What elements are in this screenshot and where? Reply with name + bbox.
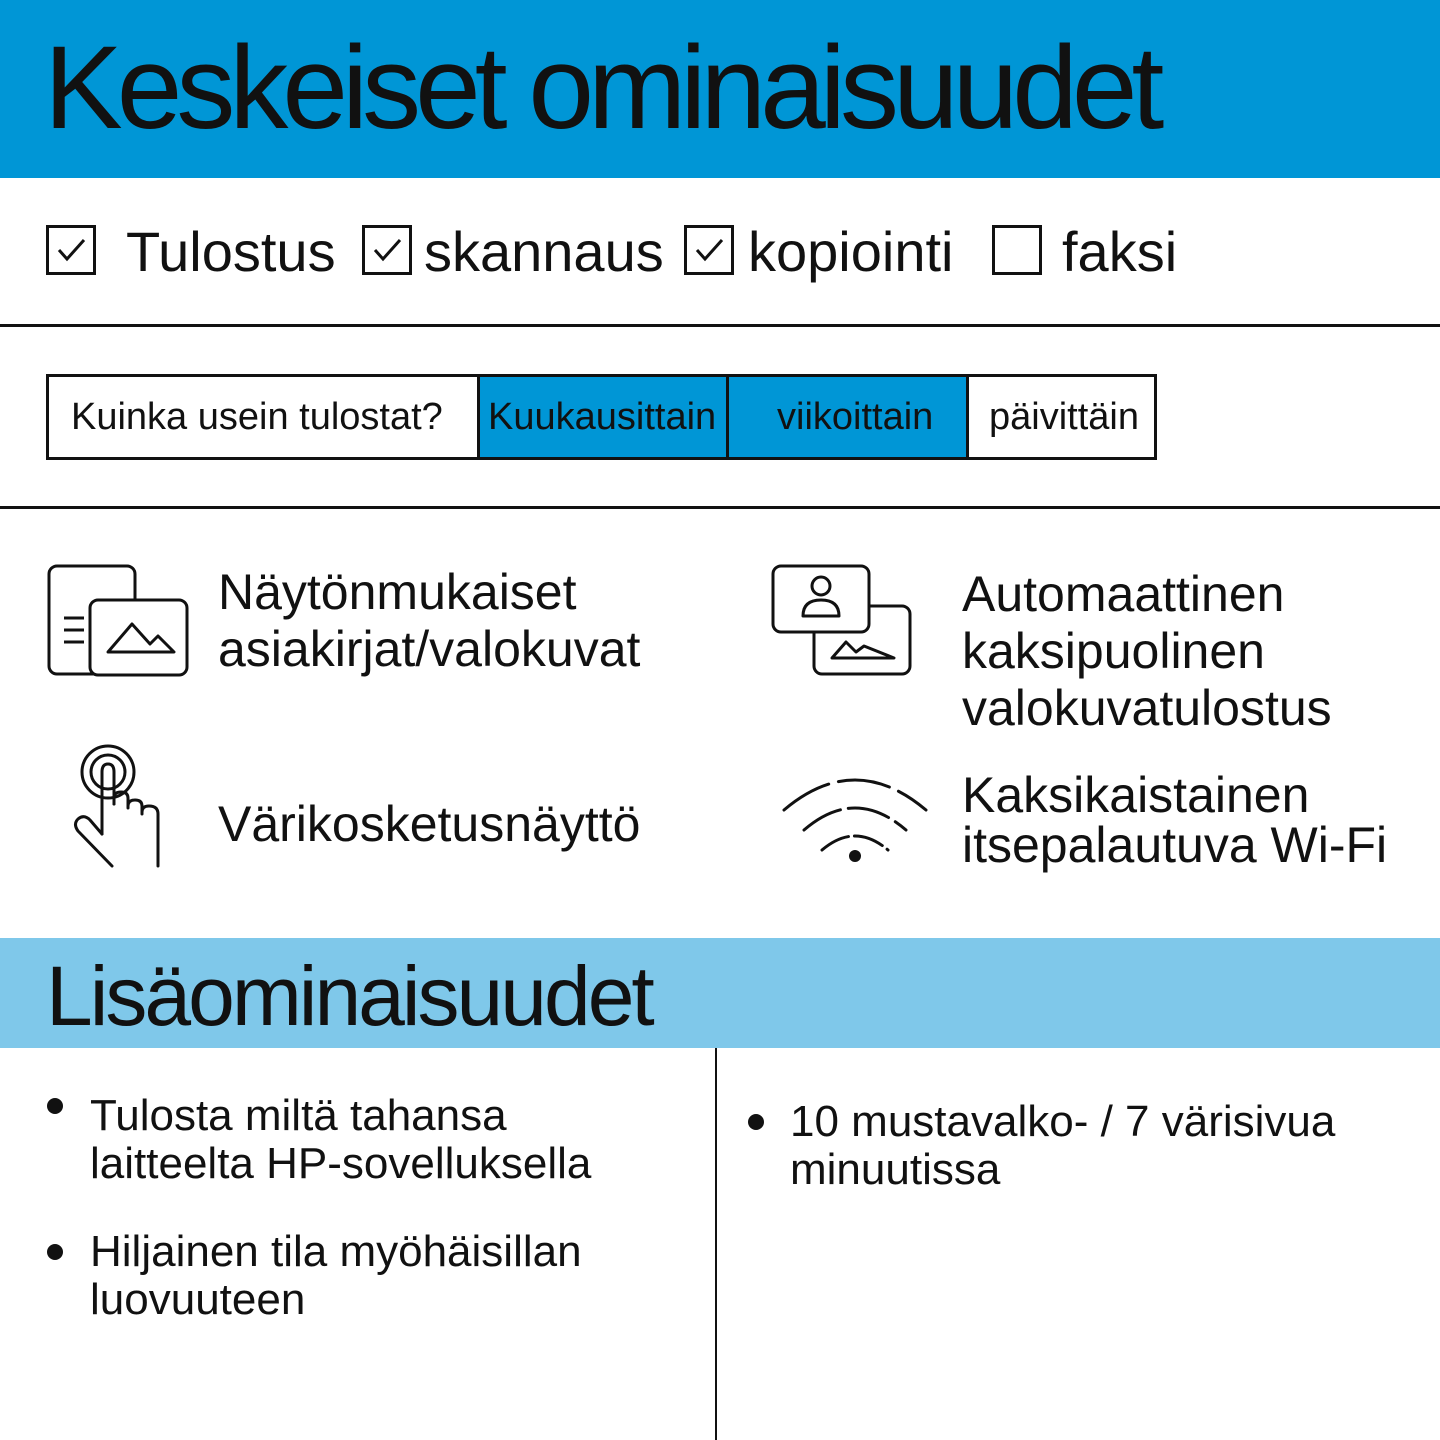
bullet-icon — [47, 1244, 63, 1260]
page-title: Keskeiset ominaisuudet — [44, 22, 1159, 154]
bullet-hp-app: Tulosta miltä tahansa laitteelta HP-sovelluksella — [90, 1091, 592, 1188]
bullet-icon — [47, 1098, 63, 1114]
function-label-skannaus: skannaus — [424, 220, 664, 283]
bullet-icon — [748, 1114, 764, 1130]
additional-header-band — [0, 938, 1440, 1048]
wifi-icon — [780, 770, 930, 866]
skannaus-checkbox — [362, 225, 412, 275]
frequency-option-paivittain: päivittäin — [966, 377, 1154, 457]
checkmark-icon — [369, 232, 405, 268]
main-header-band — [0, 0, 1440, 178]
frequency-option-kuukausittain: Kuukausittain — [477, 377, 726, 457]
function-label-kopiointi: kopiointi — [748, 220, 954, 283]
documents-photos-icon — [46, 562, 192, 680]
tulostus-checkbox — [46, 225, 96, 275]
feature-two-sided-photo: Automaattinen kaksipuolinen valokuvatulostus — [962, 566, 1332, 736]
bullet-quiet-mode: Hiljainen tila myöhäisillan luovuuteen — [90, 1227, 582, 1324]
column-divider — [715, 1048, 717, 1440]
frequency-question: Kuinka usein tulostat? — [71, 396, 443, 438]
bullet-print-speed: 10 mustavalko- / 7 värisivua minuutissa — [790, 1097, 1336, 1194]
feature-documents-photos: Näytönmukaiset asiakirjat/valokuvat — [218, 564, 641, 677]
print-frequency-strip — [46, 374, 1157, 460]
additional-title: Lisäominaisuudet — [46, 949, 652, 1043]
feature-touchscreen: Värikosketusnäyttö — [218, 796, 641, 852]
kopiointi-checkbox — [684, 225, 734, 275]
frequency-option-viikoittain: viikoittain — [726, 377, 966, 457]
checkmark-icon — [691, 232, 727, 268]
feature-wifi: Kaksikaistainen itsepalautuva Wi-Fi — [962, 767, 1388, 873]
divider-line — [0, 324, 1440, 327]
two-sided-photo-icon — [770, 562, 916, 680]
checkmark-icon — [53, 232, 89, 268]
divider-line — [0, 506, 1440, 509]
faksi-checkbox — [992, 225, 1042, 275]
function-label-faksi: faksi — [1062, 220, 1178, 283]
touch-hand-icon — [66, 742, 170, 872]
function-label-tulostus: Tulostus — [126, 220, 336, 283]
